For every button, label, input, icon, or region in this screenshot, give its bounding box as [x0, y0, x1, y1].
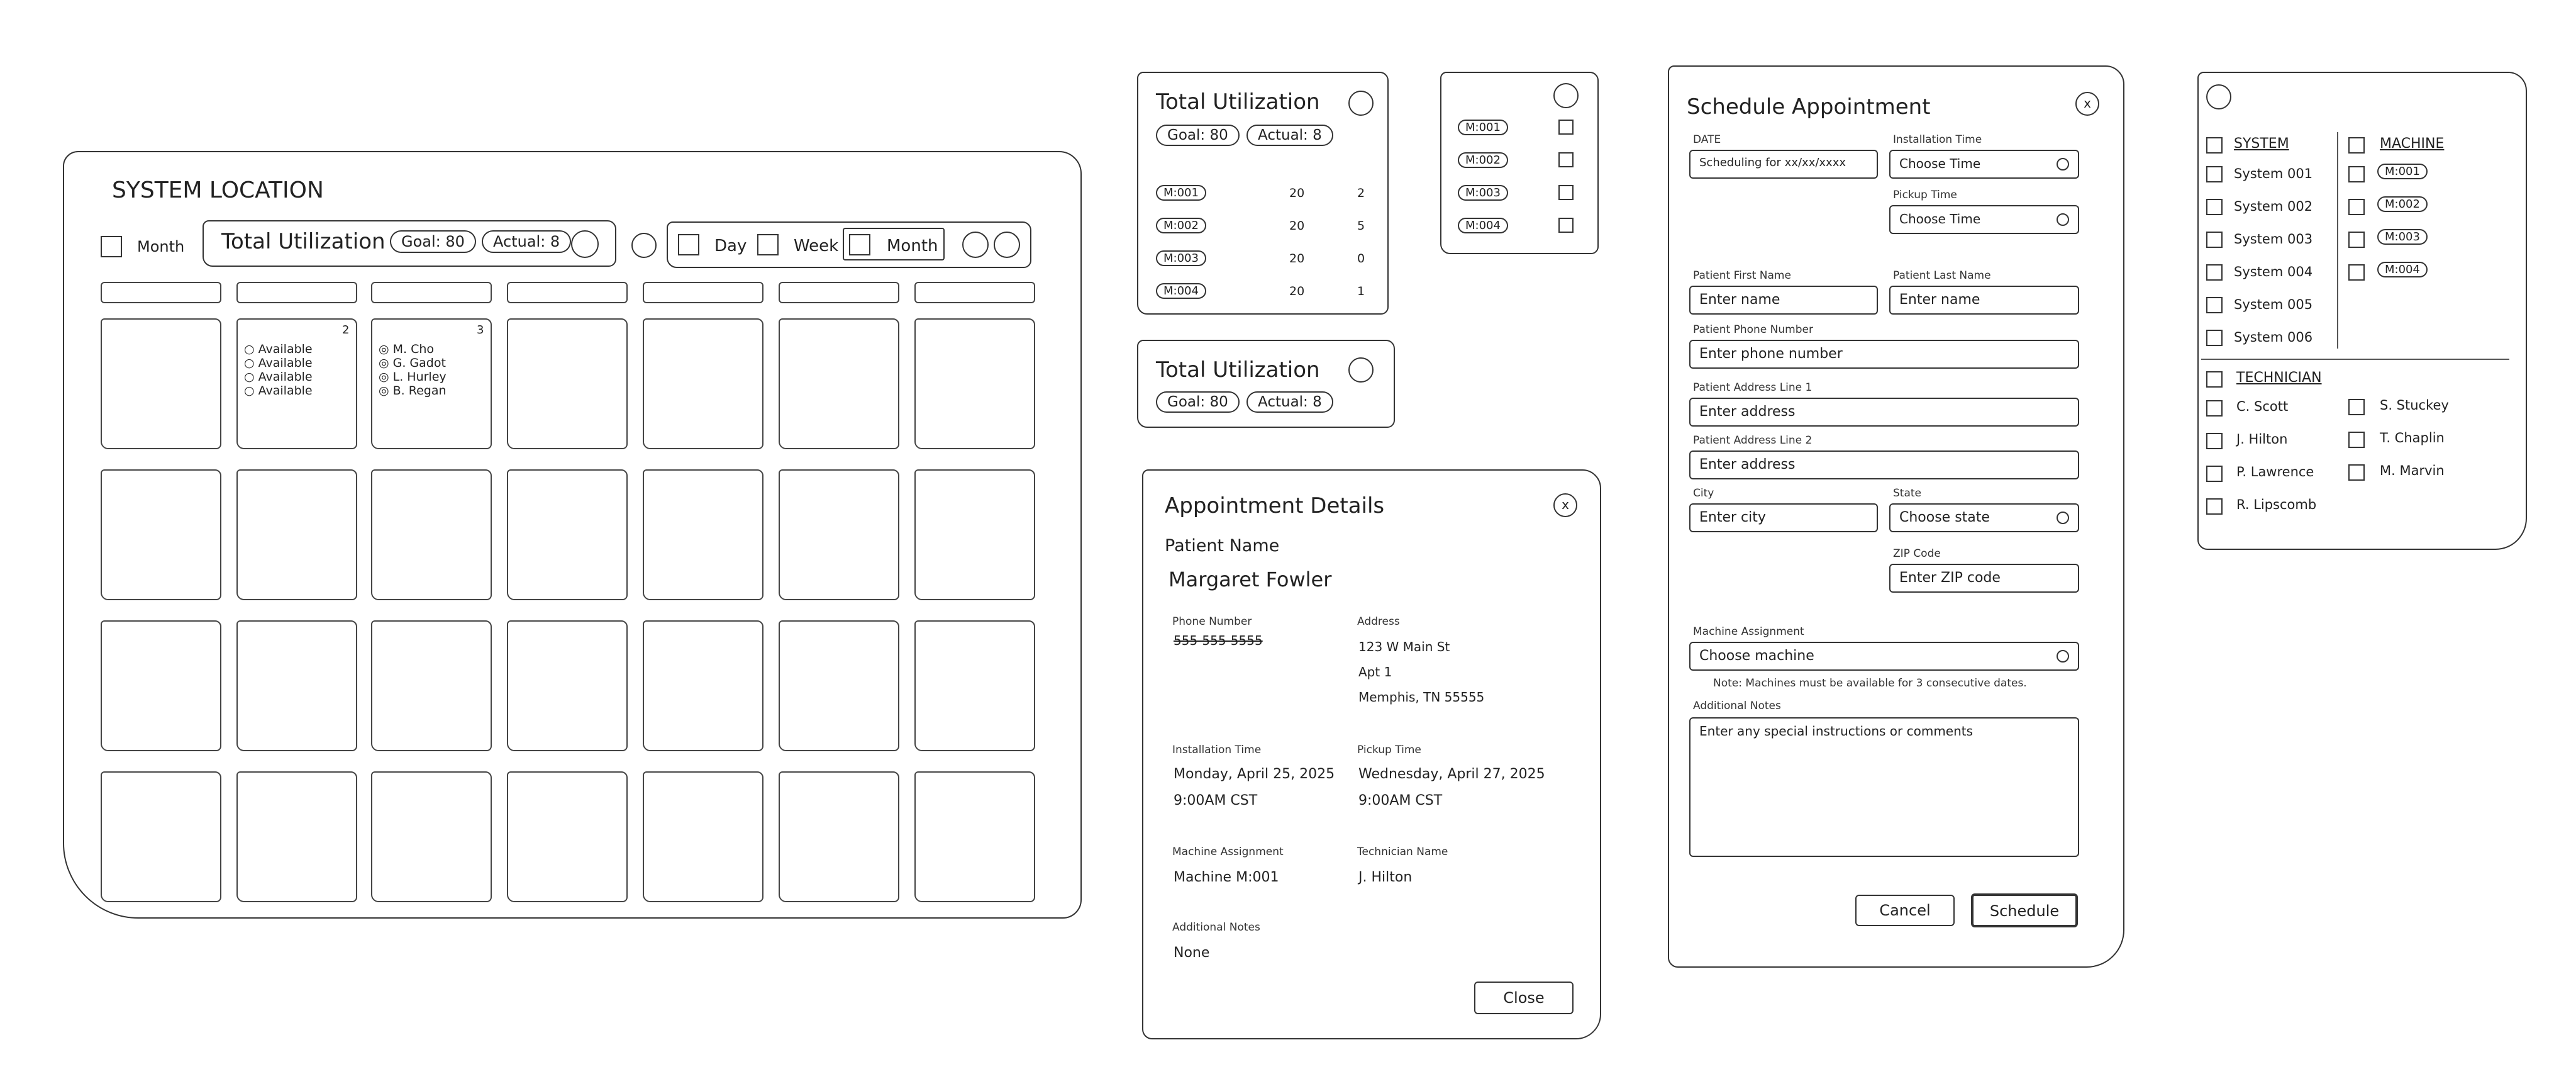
date-label: DATE	[1693, 133, 1721, 146]
machine-badge: M:002	[2377, 196, 2428, 212]
slot-label: Available	[258, 384, 313, 398]
booked-slot[interactable]: ◎ L. Hurley	[379, 370, 447, 384]
month-checkbox[interactable]	[101, 236, 122, 257]
pickup-date: Wednesday, April 27, 2025	[1358, 766, 1545, 782]
first-name-label: Patient First Name	[1693, 269, 1791, 282]
machine-badge: M:004	[2377, 262, 2428, 277]
city-placeholder: Enter city	[1699, 510, 1766, 525]
day-view-checkbox[interactable]	[678, 234, 699, 255]
technician-name-label: Technician Name	[1357, 846, 1448, 858]
machine-heading: MACHINE	[2380, 136, 2445, 152]
machine-checkbox[interactable]	[1558, 152, 1574, 167]
address-line-2-placeholder: Enter address	[1699, 457, 1796, 473]
slot-label: Available	[258, 342, 313, 356]
week-view-checkbox[interactable]	[757, 234, 779, 255]
calendar-day-cell[interactable]	[643, 318, 763, 449]
slot-label: B. Regan	[392, 384, 447, 398]
calendar-day-cell[interactable]	[101, 318, 221, 449]
dialog-title: Schedule Appointment	[1687, 94, 1931, 120]
chevron-down-icon	[2057, 512, 2069, 524]
calendar-day-cell[interactable]	[779, 318, 899, 449]
machine-checkbox[interactable]	[2348, 232, 2365, 248]
machine-checkbox[interactable]	[2348, 166, 2365, 182]
week-view-label: Week	[794, 237, 839, 255]
address-line-2-input[interactable]	[1689, 450, 2079, 479]
next-arrow-icon[interactable]	[994, 232, 1020, 258]
calendar-day-cell[interactable]	[236, 620, 357, 751]
goal-badge: Goal: 80	[1156, 125, 1240, 146]
system-checkbox[interactable]	[2206, 297, 2223, 313]
additional-notes-label: Additional Notes	[1693, 700, 1781, 712]
machine-badge: M:003	[1458, 185, 1508, 201]
utilization-expand-icon[interactable]	[571, 230, 599, 258]
technician-checkbox[interactable]	[2348, 399, 2365, 415]
address-line-2-label: Patient Address Line 2	[1693, 434, 1813, 447]
pickup-time-label: Pickup Time	[1893, 189, 1957, 201]
machine-badge: M:001	[2377, 164, 2428, 179]
system-select-all-checkbox[interactable]	[2206, 137, 2223, 154]
calendar-day-cell[interactable]	[779, 469, 899, 600]
calendar-day-cell[interactable]	[914, 620, 1035, 751]
utilization-toggle-icon[interactable]	[1348, 357, 1374, 383]
calendar-day-cell[interactable]	[779, 771, 899, 902]
day-view-label: Day	[714, 237, 747, 255]
calendar-day-cell[interactable]	[507, 771, 628, 902]
calendar-day-cell[interactable]	[779, 620, 899, 751]
system-label: System 005	[2234, 297, 2313, 312]
utilization-toggle-icon[interactable]	[1348, 91, 1374, 116]
machine-checkbox[interactable]	[1558, 120, 1574, 135]
machine-assignment-label: Machine Assignment	[1172, 846, 1284, 858]
calendar-day-cell[interactable]	[371, 771, 492, 902]
slot-label: Available	[258, 356, 313, 370]
technician-checkbox[interactable]	[2206, 400, 2223, 417]
installation-date: Monday, April 25, 2025	[1174, 766, 1335, 782]
calendar-day-cell[interactable]	[236, 469, 357, 600]
machine-badge: M:001	[1458, 120, 1508, 135]
phone-placeholder: Enter phone number	[1699, 346, 1843, 362]
technician-label: R. Lipscomb	[2236, 497, 2317, 512]
patient-name: Margaret Fowler	[1169, 568, 1332, 591]
calendar-day-cell[interactable]	[914, 318, 1035, 449]
machine-checkbox[interactable]	[1558, 218, 1574, 233]
system-label: System 004	[2234, 264, 2313, 279]
pickup-time-placeholder: Choose Time	[1899, 211, 1981, 227]
technician-label: M. Marvin	[2380, 463, 2445, 478]
technician-label: S. Stuckey	[2380, 398, 2449, 413]
machine-badge: M:004	[1156, 283, 1206, 299]
dialog-title: Appointment Details	[1165, 493, 1385, 518]
calendar-day-cell[interactable]	[643, 620, 763, 751]
machine-badge: M:003	[2377, 229, 2428, 245]
technician-checkbox[interactable]	[2348, 464, 2365, 481]
goal-badge: Goal: 80	[1156, 391, 1240, 413]
state-select[interactable]	[1889, 503, 2079, 532]
day-number: 3	[477, 323, 484, 337]
technician-label: T. Chaplin	[2380, 430, 2445, 445]
calendar-day-cell[interactable]	[914, 771, 1035, 902]
technician-label: P. Lawrence	[2236, 464, 2314, 479]
machine-badge: M:001	[1156, 185, 1206, 201]
calendar-day-cell[interactable]	[371, 469, 492, 600]
technician-checkbox[interactable]	[2348, 432, 2365, 448]
machine-badge: M:002	[1458, 152, 1508, 168]
technician-label: J. Hilton	[2236, 432, 2288, 447]
calendar-day-cell[interactable]	[101, 469, 221, 600]
calendar-day-cell[interactable]	[914, 469, 1035, 600]
availability-slot[interactable]: ○ Available	[244, 342, 313, 356]
month-checkbox-label: Month	[137, 238, 185, 255]
chevron-down-icon	[2057, 158, 2069, 171]
availability-slot[interactable]: ○ Available	[244, 384, 313, 398]
address-line-1-placeholder: Enter address	[1699, 404, 1796, 420]
first-name-placeholder: Enter name	[1699, 292, 1780, 308]
calendar-day-cell[interactable]	[643, 469, 763, 600]
additional-notes-textarea[interactable]	[1689, 717, 2079, 857]
technician-checkbox[interactable]	[2206, 498, 2223, 515]
machine-note: Note: Machines must be available for 3 consecutive dates.	[1713, 677, 2027, 690]
system-checkbox[interactable]	[2206, 232, 2223, 248]
machine-actual: 5	[1357, 219, 1365, 233]
calendar-day-cell[interactable]	[371, 620, 492, 751]
system-checkbox[interactable]	[2206, 264, 2223, 281]
slot-label: L. Hurley	[392, 370, 447, 384]
installation-time-select[interactable]	[1889, 150, 2079, 179]
city-label: City	[1693, 487, 1714, 500]
machine-checkbox[interactable]	[1558, 185, 1574, 200]
technician-checkbox[interactable]	[2206, 466, 2223, 482]
machine-goal: 20	[1289, 284, 1305, 298]
technician-name-value: J. Hilton	[1358, 870, 1413, 885]
machine-select-all-checkbox[interactable]	[2348, 137, 2365, 154]
utilization-title: Total Utilization	[1156, 89, 1320, 115]
section-divider	[2201, 359, 2509, 360]
utilization-collapsed-panel	[1137, 340, 1395, 428]
system-checkbox[interactable]	[2206, 166, 2223, 182]
state-label: State	[1893, 487, 1921, 500]
city-input[interactable]	[1689, 503, 1878, 532]
machine-assignment-value: Machine M:001	[1174, 870, 1279, 885]
machine-checkbox[interactable]	[2348, 264, 2365, 281]
zip-input[interactable]	[1889, 564, 2079, 593]
technician-select-all-checkbox[interactable]	[2206, 371, 2223, 388]
machine-badge: M:003	[1156, 250, 1206, 266]
filter-panel-toggle-icon[interactable]	[2206, 84, 2231, 109]
additional-notes-value: None	[1174, 945, 1210, 961]
address-line-1-label: Patient Address Line 1	[1693, 381, 1813, 394]
address-label: Address	[1357, 615, 1400, 628]
machine-actual: 1	[1357, 284, 1365, 298]
machine-list-toggle-icon[interactable]	[1553, 83, 1579, 108]
first-name-input[interactable]	[1689, 286, 1878, 315]
machine-goal: 20	[1289, 252, 1305, 266]
zip-label: ZIP Code	[1893, 547, 1941, 560]
zip-placeholder: Enter ZIP code	[1899, 570, 2001, 586]
machine-badge: M:004	[1458, 218, 1508, 233]
weekday-header	[914, 282, 1035, 303]
last-name-placeholder: Enter name	[1899, 292, 1980, 308]
utilization-title: Total Utilization	[221, 229, 386, 254]
pickup-time: 9:00AM CST	[1358, 793, 1443, 808]
chevron-down-icon	[2057, 213, 2069, 226]
patient-name-label: Patient Name	[1165, 536, 1280, 556]
calendar-day-cell[interactable]	[507, 318, 628, 449]
booked-slot[interactable]: ◎ M. Cho	[379, 342, 435, 356]
month-view-checkbox[interactable]	[849, 234, 870, 255]
close-icon-glyph: x	[2084, 96, 2091, 111]
schedule-button[interactable]: Schedule	[1971, 893, 2078, 927]
cancel-button[interactable]: Cancel	[1855, 895, 1955, 926]
booked-slot[interactable]: ◎ B. Regan	[379, 384, 447, 398]
slot-label: M. Cho	[392, 342, 435, 356]
availability-slot[interactable]: ○ Available	[244, 356, 313, 370]
page-title: SYSTEM LOCATION	[112, 177, 324, 203]
system-label: System 006	[2234, 330, 2313, 345]
technician-label: C. Scott	[2236, 399, 2289, 414]
machine-actual: 2	[1357, 186, 1365, 200]
prev-arrow-icon[interactable]	[962, 232, 989, 258]
phone-input[interactable]	[1689, 340, 2079, 369]
phone-label: Patient Phone Number	[1693, 323, 1813, 336]
address-line: Memphis, TN 55555	[1358, 690, 1485, 705]
calendar-day-cell[interactable]	[643, 771, 763, 902]
pickup-time-label: Pickup Time	[1357, 744, 1421, 756]
address-line: Apt 1	[1358, 664, 1392, 680]
system-checkbox[interactable]	[2206, 199, 2223, 215]
weekday-header	[236, 282, 357, 303]
machine-placeholder: Choose machine	[1699, 648, 1814, 664]
additional-notes-label: Additional Notes	[1172, 921, 1260, 934]
installation-time-placeholder: Choose Time	[1899, 156, 1981, 171]
date-field-value: Scheduling for xx/xx/xxxx	[1699, 156, 1846, 169]
actual-badge: Actual: 8	[482, 230, 571, 253]
weekday-header	[507, 282, 628, 303]
last-name-input[interactable]	[1889, 286, 2079, 315]
actual-badge: Actual: 8	[1246, 391, 1333, 413]
booked-slot[interactable]: ◎ G. Gadot	[379, 356, 446, 370]
calendar-day-cell[interactable]	[101, 620, 221, 751]
weekday-header	[101, 282, 221, 303]
machine-actual: 0	[1357, 252, 1365, 266]
technician-checkbox[interactable]	[2206, 433, 2223, 449]
availability-slot[interactable]: ○ Available	[244, 370, 313, 384]
weekday-header	[779, 282, 899, 303]
date-field[interactable]	[1689, 150, 1878, 179]
actual-badge: Actual: 8	[1246, 125, 1333, 146]
goal-badge: Goal: 80	[390, 230, 476, 253]
calendar-day-cell[interactable]	[507, 469, 628, 600]
pickup-time-select[interactable]	[1889, 205, 2079, 234]
machine-goal: 20	[1289, 219, 1305, 233]
address-line: 123 W Main St	[1358, 639, 1450, 654]
calendar-day-cell[interactable]	[507, 620, 628, 751]
state-placeholder: Choose state	[1899, 510, 1990, 525]
utilization-title: Total Utilization	[1156, 357, 1320, 383]
slot-label: Available	[258, 370, 313, 384]
machine-goal: 20	[1289, 186, 1305, 200]
calendar-day-cell[interactable]	[101, 771, 221, 902]
system-label: System 003	[2234, 232, 2313, 247]
machine-checkbox[interactable]	[2348, 199, 2365, 215]
installation-time-label: Installation Time	[1172, 744, 1262, 756]
installation-time: 9:00AM CST	[1174, 793, 1258, 808]
calendar-day-cell[interactable]	[236, 771, 357, 902]
machine-assignment-label: Machine Assignment	[1693, 625, 1804, 638]
technician-heading: TECHNICIAN	[2236, 370, 2322, 386]
phone-label: Phone Number	[1172, 615, 1252, 628]
close-button[interactable]: Close	[1474, 982, 1574, 1014]
system-label: System 002	[2234, 199, 2313, 214]
month-view-label: Month	[887, 237, 938, 255]
installation-time-label: Installation Time	[1893, 133, 1982, 146]
close-icon-glyph: x	[1562, 497, 1569, 512]
system-heading: SYSTEM	[2234, 136, 2289, 152]
view-toggle-icon[interactable]	[631, 233, 657, 258]
close-icon[interactable]	[1553, 493, 1577, 517]
last-name-label: Patient Last Name	[1893, 269, 1991, 282]
phone-value: 555-555-5555	[1174, 633, 1263, 648]
machine-select[interactable]	[1689, 642, 2079, 671]
weekday-header	[643, 282, 763, 303]
chevron-down-icon	[2057, 650, 2069, 663]
system-label: System 001	[2234, 166, 2313, 181]
address-line-1-input[interactable]	[1689, 398, 2079, 427]
slot-label: G. Gadot	[392, 356, 446, 370]
weekday-header	[371, 282, 492, 303]
machine-badge: M:002	[1156, 218, 1206, 233]
day-number: 2	[342, 323, 350, 337]
additional-notes-placeholder: Enter any special instructions or comments	[1699, 724, 1974, 739]
system-checkbox[interactable]	[2206, 330, 2223, 346]
close-icon[interactable]	[2075, 92, 2099, 116]
column-divider	[2337, 132, 2338, 349]
